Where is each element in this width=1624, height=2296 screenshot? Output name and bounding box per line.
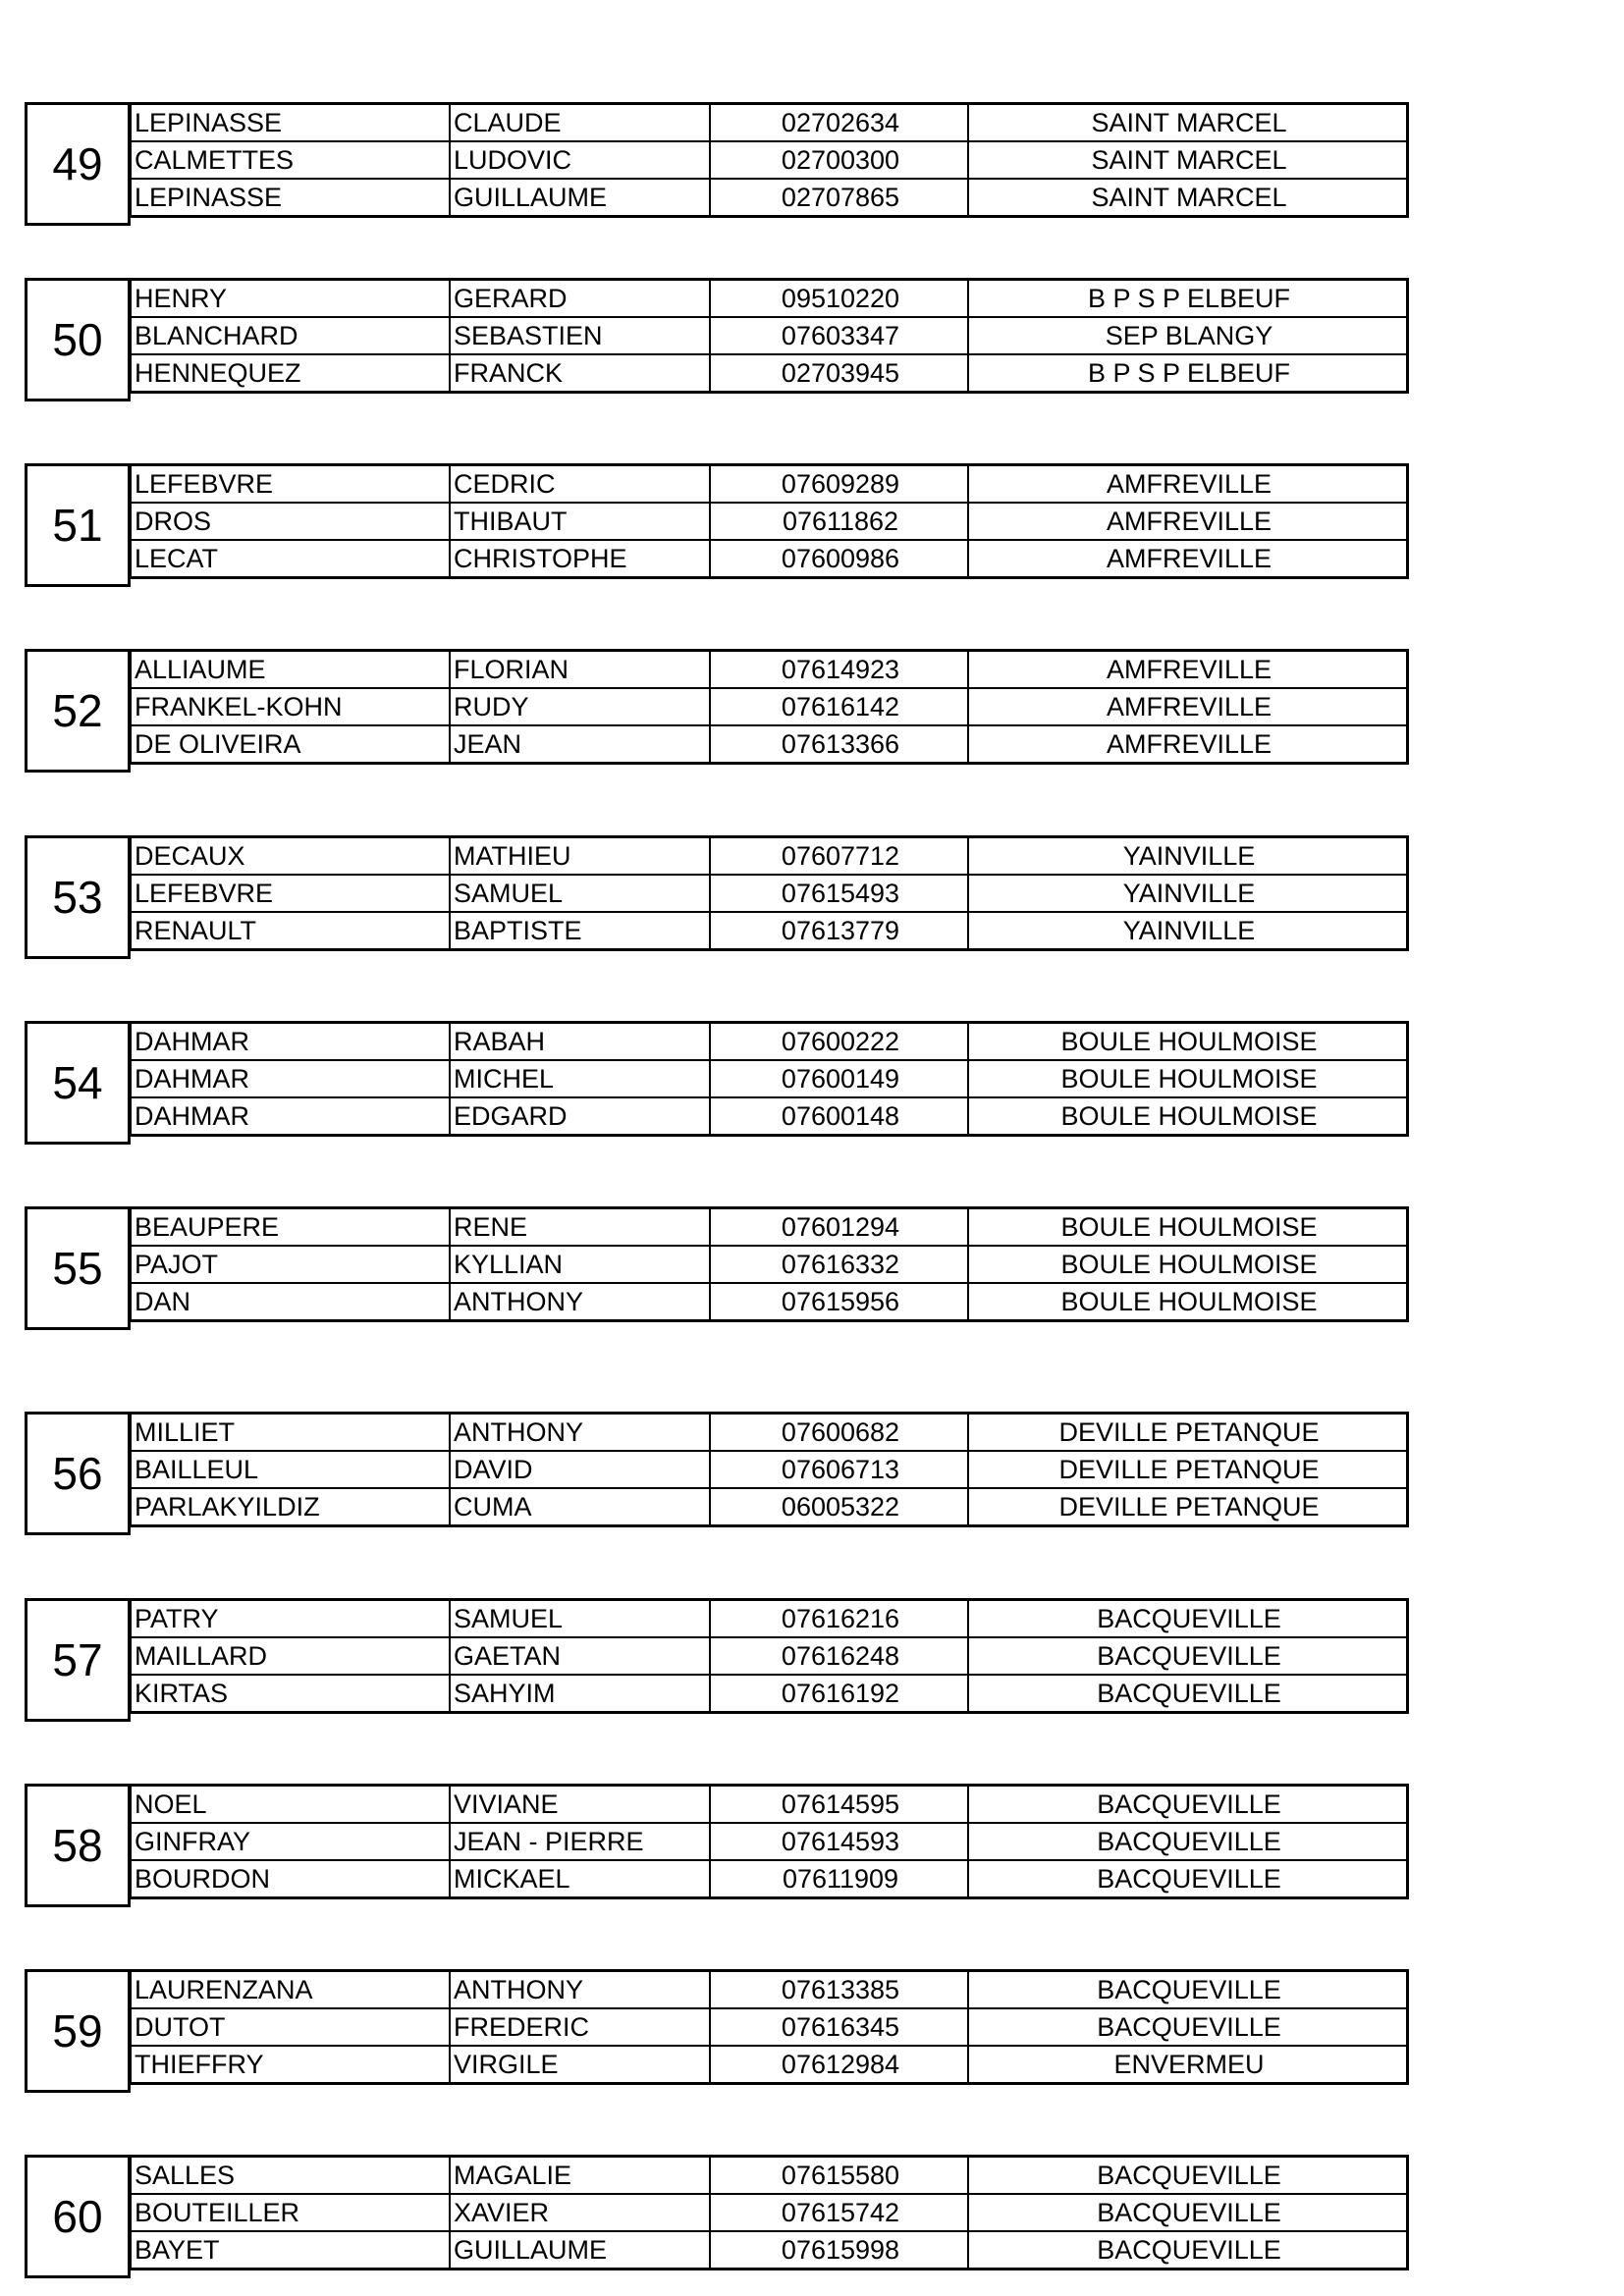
player-club: B P S P ELBEUF — [968, 354, 1408, 393]
player-club: YAINVILLE — [968, 912, 1408, 950]
player-club: BACQUEVILLE — [968, 1675, 1408, 1713]
team-block — [25, 1598, 1414, 1722]
team-number: 51 — [25, 463, 131, 587]
player-first-name: FRANCK — [450, 354, 710, 393]
player-licence: 07616332 — [710, 1246, 968, 1283]
team-players-table — [129, 278, 1409, 394]
player-licence: 07616248 — [710, 1637, 968, 1675]
player-last-name: BAYET — [131, 2231, 451, 2269]
player-licence: 07615580 — [710, 2157, 968, 2195]
player-licence: 07611909 — [710, 1860, 968, 1898]
team-players-table — [129, 1969, 1409, 2085]
player-last-name: DAN — [131, 1283, 451, 1321]
table-row — [131, 2157, 1408, 2195]
table-row — [131, 875, 1408, 912]
player-last-name: LAURENZANA — [131, 1971, 451, 2009]
table-row — [131, 141, 1408, 179]
player-last-name: LEPINASSE — [131, 179, 451, 217]
team-players-table — [129, 102, 1409, 218]
team-number: 52 — [25, 649, 131, 773]
player-first-name: MATHIEU — [450, 837, 710, 876]
player-licence: 07615493 — [710, 875, 968, 912]
table-row — [131, 354, 1408, 393]
player-last-name: DE OLIVEIRA — [131, 725, 451, 764]
player-first-name: GUILLAUME — [450, 2231, 710, 2269]
player-first-name: LUDOVIC — [450, 141, 710, 179]
table-row — [131, 1971, 1408, 2009]
player-licence: 07607712 — [710, 837, 968, 876]
player-last-name: BOURDON — [131, 1860, 451, 1898]
table-row — [131, 1283, 1408, 1321]
player-licence: 02702634 — [710, 104, 968, 142]
player-last-name: ALLIAUME — [131, 651, 451, 689]
player-first-name: CEDRIC — [450, 465, 710, 504]
player-licence: 07616345 — [710, 2008, 968, 2046]
player-club: BOULE HOULMOISE — [968, 1208, 1408, 1247]
player-last-name: LEFEBVRE — [131, 465, 451, 504]
table-row — [131, 1208, 1408, 1247]
player-club: SAINT MARCEL — [968, 104, 1408, 142]
player-club: BACQUEVILLE — [968, 1786, 1408, 1824]
player-last-name: PARLAKYILDIZ — [131, 1488, 451, 1526]
player-club: AMFREVILLE — [968, 725, 1408, 764]
player-licence: 07600222 — [710, 1023, 968, 1061]
table-row — [131, 104, 1408, 142]
player-licence: 07615956 — [710, 1283, 968, 1321]
table-row — [131, 1675, 1408, 1713]
player-licence: 07614595 — [710, 1786, 968, 1824]
table-row — [131, 725, 1408, 764]
player-club: DEVILLE PETANQUE — [968, 1451, 1408, 1488]
player-first-name: JEAN - PIERRE — [450, 1823, 710, 1860]
team-players-table — [129, 1206, 1409, 1322]
table-row — [131, 1786, 1408, 1824]
team-players-table — [129, 463, 1409, 579]
player-first-name: THIBAUT — [450, 503, 710, 540]
team-block — [25, 463, 1414, 587]
player-club: AMFREVILLE — [968, 465, 1408, 504]
player-licence: 07616142 — [710, 688, 968, 725]
player-last-name: RENAULT — [131, 912, 451, 950]
table-row — [131, 1097, 1408, 1136]
player-last-name: HENRY — [131, 280, 451, 318]
table-row — [131, 912, 1408, 950]
team-number: 55 — [25, 1206, 131, 1330]
player-first-name: RUDY — [450, 688, 710, 725]
player-licence: 07613366 — [710, 725, 968, 764]
player-last-name: FRANKEL-KOHN — [131, 688, 451, 725]
player-club: BACQUEVILLE — [968, 2231, 1408, 2269]
team-number: 56 — [25, 1412, 131, 1535]
player-first-name: DAVID — [450, 1451, 710, 1488]
player-licence: 07616216 — [710, 1600, 968, 1638]
table-row — [131, 837, 1408, 876]
table-row — [131, 2194, 1408, 2231]
player-club: BOULE HOULMOISE — [968, 1283, 1408, 1321]
player-last-name: MILLIET — [131, 1414, 451, 1452]
player-last-name: MAILLARD — [131, 1637, 451, 1675]
player-licence: 07615998 — [710, 2231, 968, 2269]
player-first-name: KYLLIAN — [450, 1246, 710, 1283]
player-club: BACQUEVILLE — [968, 1600, 1408, 1638]
table-row — [131, 651, 1408, 689]
player-club: BACQUEVILLE — [968, 1971, 1408, 2009]
team-number: 59 — [25, 1969, 131, 2093]
player-last-name: GINFRAY — [131, 1823, 451, 1860]
player-first-name: FREDERIC — [450, 2008, 710, 2046]
team-block — [25, 649, 1414, 773]
player-club: ENVERMEU — [968, 2046, 1408, 2084]
player-last-name: DAHMAR — [131, 1060, 451, 1097]
player-first-name: ANTHONY — [450, 1971, 710, 2009]
player-club: BACQUEVILLE — [968, 1860, 1408, 1898]
team-number: 49 — [25, 102, 131, 226]
player-club: BOULE HOULMOISE — [968, 1060, 1408, 1097]
table-row — [131, 2008, 1408, 2046]
player-licence: 07603347 — [710, 317, 968, 354]
player-licence: 07612984 — [710, 2046, 968, 2084]
team-number: 60 — [25, 2155, 131, 2278]
player-first-name: RENE — [450, 1208, 710, 1247]
player-last-name: KIRTAS — [131, 1675, 451, 1713]
player-first-name: SAMUEL — [450, 1600, 710, 1638]
player-first-name: EDGARD — [450, 1097, 710, 1136]
player-club: BACQUEVILLE — [968, 1637, 1408, 1675]
player-licence: 02707865 — [710, 179, 968, 217]
team-number: 50 — [25, 278, 131, 401]
team-players-table — [129, 649, 1409, 765]
player-last-name: DAHMAR — [131, 1097, 451, 1136]
player-last-name: THIEFFRY — [131, 2046, 451, 2084]
player-last-name: BOUTEILLER — [131, 2194, 451, 2231]
team-number: 54 — [25, 1021, 131, 1145]
player-last-name: DUTOT — [131, 2008, 451, 2046]
table-row — [131, 1246, 1408, 1283]
team-players-table — [129, 835, 1409, 951]
table-row — [131, 1823, 1408, 1860]
player-first-name: ANTHONY — [450, 1414, 710, 1452]
player-club: SAINT MARCEL — [968, 141, 1408, 179]
player-last-name: BEAUPERE — [131, 1208, 451, 1247]
player-last-name: LEPINASSE — [131, 104, 451, 142]
team-players-table — [129, 1021, 1409, 1137]
player-licence: 07616192 — [710, 1675, 968, 1713]
table-row — [131, 1414, 1408, 1452]
player-last-name: LEFEBVRE — [131, 875, 451, 912]
player-first-name: VIVIANE — [450, 1786, 710, 1824]
table-row — [131, 1600, 1408, 1638]
table-row — [131, 179, 1408, 217]
team-block — [25, 1784, 1414, 1907]
player-club: B P S P ELBEUF — [968, 280, 1408, 318]
table-row — [131, 688, 1408, 725]
team-block — [25, 1206, 1414, 1330]
player-licence: 07600149 — [710, 1060, 968, 1097]
player-first-name: ANTHONY — [450, 1283, 710, 1321]
player-club: BACQUEVILLE — [968, 2008, 1408, 2046]
player-last-name: DAHMAR — [131, 1023, 451, 1061]
player-licence: 07600682 — [710, 1414, 968, 1452]
table-row — [131, 1451, 1408, 1488]
player-first-name: BAPTISTE — [450, 912, 710, 950]
team-number: 58 — [25, 1784, 131, 1907]
player-first-name: MICHEL — [450, 1060, 710, 1097]
player-licence: 07614593 — [710, 1823, 968, 1860]
team-players-table — [129, 1412, 1409, 1527]
player-licence: 07613779 — [710, 912, 968, 950]
player-first-name: FLORIAN — [450, 651, 710, 689]
player-club: BACQUEVILLE — [968, 2157, 1408, 2195]
team-block — [25, 835, 1414, 959]
team-players-table — [129, 1598, 1409, 1714]
table-row — [131, 1488, 1408, 1526]
player-last-name: BLANCHARD — [131, 317, 451, 354]
player-first-name: VIRGILE — [450, 2046, 710, 2084]
player-last-name: NOEL — [131, 1786, 451, 1824]
player-last-name: DECAUX — [131, 837, 451, 876]
player-club: BOULE HOULMOISE — [968, 1097, 1408, 1136]
team-number: 57 — [25, 1598, 131, 1722]
player-club: BOULE HOULMOISE — [968, 1023, 1408, 1061]
team-block — [25, 1412, 1414, 1535]
table-row — [131, 280, 1408, 318]
player-first-name: SAHYIM — [450, 1675, 710, 1713]
player-first-name: CUMA — [450, 1488, 710, 1526]
player-club: AMFREVILLE — [968, 651, 1408, 689]
player-club: AMFREVILLE — [968, 688, 1408, 725]
player-last-name: PAJOT — [131, 1246, 451, 1283]
player-licence: 07600986 — [710, 540, 968, 578]
player-last-name: BAILLEUL — [131, 1451, 451, 1488]
player-licence: 07606713 — [710, 1451, 968, 1488]
team-block — [25, 1021, 1414, 1145]
table-row — [131, 1860, 1408, 1898]
player-club: AMFREVILLE — [968, 503, 1408, 540]
player-club: YAINVILLE — [968, 875, 1408, 912]
player-club: DEVILLE PETANQUE — [968, 1414, 1408, 1452]
player-licence: 09510220 — [710, 280, 968, 318]
player-last-name: PATRY — [131, 1600, 451, 1638]
player-licence: 07609289 — [710, 465, 968, 504]
player-first-name: XAVIER — [450, 2194, 710, 2231]
table-row — [131, 465, 1408, 504]
table-row — [131, 1637, 1408, 1675]
team-block — [25, 102, 1414, 226]
player-first-name: CLAUDE — [450, 104, 710, 142]
player-club: BACQUEVILLE — [968, 1823, 1408, 1860]
player-last-name: LECAT — [131, 540, 451, 578]
table-row — [131, 1060, 1408, 1097]
player-last-name: SALLES — [131, 2157, 451, 2195]
player-first-name: RABAH — [450, 1023, 710, 1061]
team-players-table — [129, 1784, 1409, 1899]
player-first-name: JEAN — [450, 725, 710, 764]
player-licence: 07600148 — [710, 1097, 968, 1136]
player-licence: 07611862 — [710, 503, 968, 540]
team-block — [25, 1969, 1414, 2093]
player-licence: 07601294 — [710, 1208, 968, 1247]
player-last-name: CALMETTES — [131, 141, 451, 179]
player-first-name: GUILLAUME — [450, 179, 710, 217]
player-licence: 02703945 — [710, 354, 968, 393]
table-row — [131, 503, 1408, 540]
table-row — [131, 540, 1408, 578]
player-last-name: DROS — [131, 503, 451, 540]
player-club: DEVILLE PETANQUE — [968, 1488, 1408, 1526]
player-licence: 06005322 — [710, 1488, 968, 1526]
team-number: 53 — [25, 835, 131, 959]
table-row — [131, 317, 1408, 354]
player-licence: 02700300 — [710, 141, 968, 179]
player-first-name: GERARD — [450, 280, 710, 318]
player-club: SAINT MARCEL — [968, 179, 1408, 217]
player-first-name: CHRISTOPHE — [450, 540, 710, 578]
table-row — [131, 2046, 1408, 2084]
table-row — [131, 1023, 1408, 1061]
team-players-table — [129, 2155, 1409, 2270]
player-first-name: MAGALIE — [450, 2157, 710, 2195]
player-first-name: MICKAEL — [450, 1860, 710, 1898]
player-first-name: GAETAN — [450, 1637, 710, 1675]
player-club: AMFREVILLE — [968, 540, 1408, 578]
player-first-name: SEBASTIEN — [450, 317, 710, 354]
team-block — [25, 2155, 1414, 2278]
player-club: BACQUEVILLE — [968, 2194, 1408, 2231]
player-club: SEP BLANGY — [968, 317, 1408, 354]
player-licence: 07614923 — [710, 651, 968, 689]
player-licence: 07615742 — [710, 2194, 968, 2231]
player-licence: 07613385 — [710, 1971, 968, 2009]
table-row — [131, 2231, 1408, 2269]
player-first-name: SAMUEL — [450, 875, 710, 912]
player-last-name: HENNEQUEZ — [131, 354, 451, 393]
player-club: YAINVILLE — [968, 837, 1408, 876]
team-block — [25, 278, 1414, 401]
player-club: BOULE HOULMOISE — [968, 1246, 1408, 1283]
